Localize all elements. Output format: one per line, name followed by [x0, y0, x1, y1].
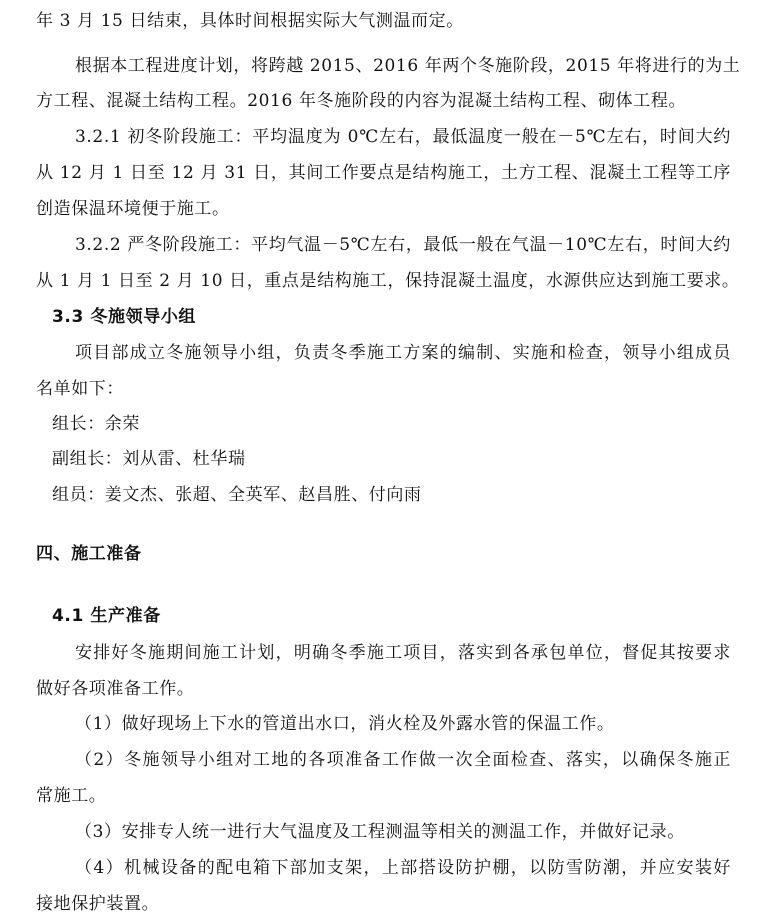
text-line: 常施工。	[36, 786, 107, 806]
text-line: 接地保护装置。	[36, 894, 160, 914]
text-line: 创造保温环境便于施工。	[36, 199, 230, 219]
text-line: 项目部成立冬施领导小组，负责冬季施工方案的编制、实施和检查，领导小组成员	[75, 343, 731, 363]
section-heading: 3.3 冬施领导小组	[52, 307, 197, 327]
text-line: （3）安排专人统一进行大气温度及工程测温等相关的测温工作，并做好记录。	[75, 822, 685, 842]
text-line: 从 1 月 1 日至 2 月 10 日，重点是结构施工，保持混凝土温度，水源供应达到施工要求。	[36, 271, 740, 291]
text-line: 做好各项准备工作。	[36, 679, 195, 699]
text-line: 年 3 月 15 日结束，具体时间根据实际大气测温而定。	[36, 11, 464, 31]
text-line: 安排好冬施期间施工计划，明确冬季施工项目，落实到各承包单位，督促其按要求	[75, 643, 731, 663]
text-line: 3.2.2 严冬阶段施工：平均气温－5℃左右，最低一般在气温－10℃左右，时间大约	[75, 235, 731, 255]
text-line: 根据本工程进度计划，将跨越 2015、2016 年两个冬施阶段，2015 年将进行的为土	[75, 56, 741, 76]
text-line: （1）做好现场上下水的管道出水口，消火栓及外露水管的保温工作。	[75, 714, 615, 734]
text-line: 组长：余荣	[52, 414, 140, 434]
text-line: 副组长：刘从雷、杜华瑞	[52, 449, 246, 469]
text-line: （4）机械设备的配电箱下部加支架，上部搭设防护棚，以防雪防潮，并应安装好	[75, 858, 731, 878]
text-line: 3.2.1 初冬阶段施工：平均温度为 0℃左右，最低温度一般在－5℃左右，时间大约	[75, 127, 731, 147]
text-line: 名单如下：	[36, 379, 124, 399]
text-line: 组员：姜文杰、张超、全英军、赵昌胜、付向雨	[52, 485, 422, 505]
text-line: 从 12 月 1 日至 12 月 31 日，其间工作要点是结构施工，土方工程、混凝土工程等工序	[36, 163, 731, 183]
chapter-heading: 四、施工准备	[36, 544, 142, 564]
section-heading: 4.1 生产准备	[52, 606, 161, 626]
text-line: （2）冬施领导小组对工地的各项准备工作做一次全面检查、落实，以确保冬施正	[75, 750, 731, 770]
text-line: 方工程、混凝土结构工程。2016 年冬施阶段的内容为混凝土结构工程、砌体工程。	[36, 91, 687, 111]
